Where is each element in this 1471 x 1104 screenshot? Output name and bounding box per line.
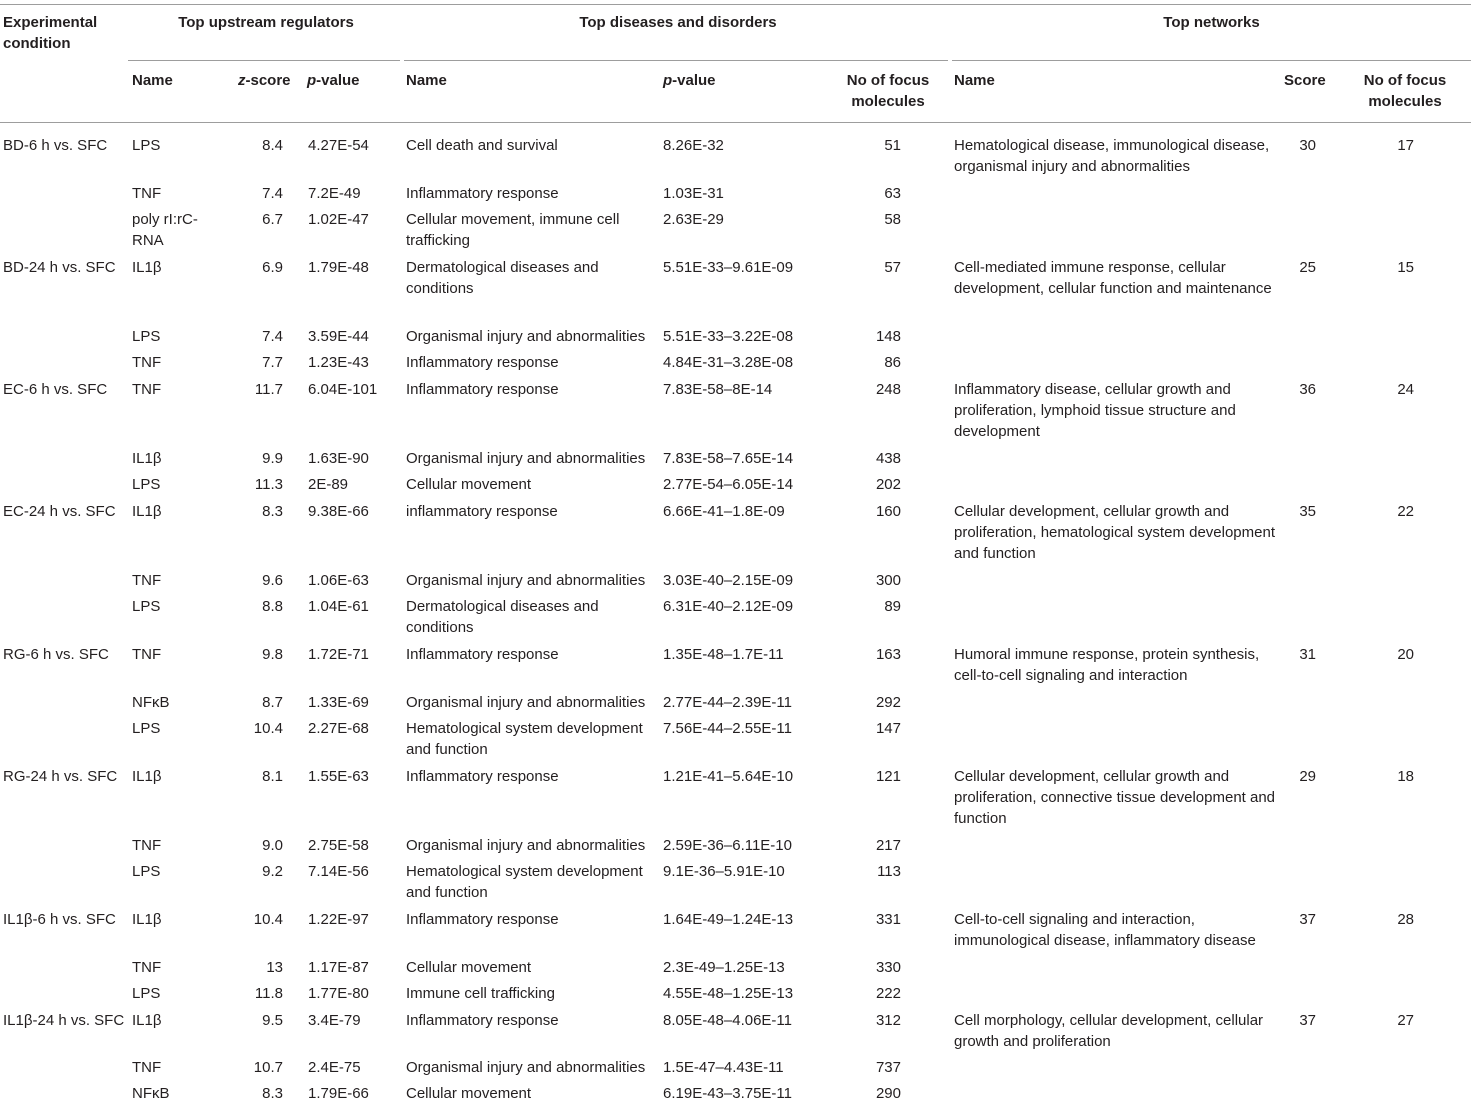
regulator-p-value: 1.06E-63	[308, 572, 369, 589]
disease-p-value: 6.66E-41–1.8E-09	[663, 503, 785, 520]
disease-p-value: 1.5E-47–4.43E-11	[663, 1059, 784, 1076]
disease-name: Organismal injury and abnormalities	[406, 328, 646, 345]
top-rule	[0, 4, 1471, 5]
disease-p-value: 2.3E-49–1.25E-13	[663, 959, 785, 976]
regulator-name: IL1β	[132, 503, 162, 520]
condition-cell: RG-24 h vs. SFC	[3, 768, 118, 785]
disease-name: Inflammatory response	[406, 768, 559, 785]
header-bottom-rule	[0, 122, 1471, 123]
network-score: 30	[1299, 137, 1316, 154]
disease-name: Inflammatory response	[406, 911, 559, 928]
disease-focus: 147	[875, 720, 901, 737]
regulator-p-value: 2.27E-68	[308, 720, 369, 737]
regulator-p-value: 9.38E-66	[308, 503, 369, 520]
z-score: 8.1	[262, 768, 283, 785]
regulator-name: IL1β	[132, 911, 162, 928]
z-score: 10.4	[253, 720, 283, 737]
disease-name: Organismal injury and abnormalities	[406, 450, 646, 467]
network-name: Cell-to-cell signaling and interaction, immunological disease, inflammatory disease	[954, 911, 1256, 949]
disease-focus: 51	[884, 137, 901, 154]
disease-p-value: 6.19E-43–3.75E-11	[663, 1085, 792, 1102]
regulator-p-value: 1.22E-97	[308, 911, 369, 928]
regulator-name: LPS	[132, 720, 161, 737]
regulator-name: IL1β	[132, 768, 162, 785]
disease-p-value: 6.31E-40–2.12E-09	[663, 598, 794, 615]
z-score: 10.7	[253, 1059, 283, 1076]
network-focus: 24	[1397, 381, 1414, 398]
regulator-p-value: 1.04E-61	[308, 598, 369, 615]
z-score: 11.8	[254, 985, 283, 1002]
z-score: 8.3	[262, 503, 283, 520]
disease-p-value: 2.59E-36–6.11E-10	[663, 837, 792, 854]
regulator-p-value: 2.4E-75	[308, 1059, 361, 1076]
disease-name: Dermatological diseases and conditions	[406, 598, 599, 636]
condition-cell: BD-6 h vs. SFC	[3, 137, 108, 154]
regulator-name: TNF	[132, 959, 162, 976]
disease-name: Inflammatory response	[406, 185, 559, 202]
regulator-name: TNF	[132, 354, 162, 371]
condition-cell: BD-24 h vs. SFC	[3, 259, 116, 276]
regulator-name: LPS	[132, 137, 161, 154]
z-score: 9.9	[262, 450, 283, 467]
z-score: 9.0	[262, 837, 283, 854]
disease-focus: 63	[884, 185, 901, 202]
disease-focus: 300	[875, 572, 901, 589]
network-name: Cell-mediated immune response, cellular development, cellular function and maintenance	[954, 259, 1272, 297]
disease-focus: 148	[875, 328, 901, 345]
regulator-name: TNF	[132, 646, 162, 663]
disease-p-value: 3.03E-40–2.15E-09	[663, 572, 794, 589]
z-score: 8.4	[262, 137, 283, 154]
network-name: Hematological disease, immunological disease, organismal injury and abnormalities	[954, 137, 1270, 175]
regulator-p-value: 1.63E-90	[308, 450, 369, 467]
disease-name: Organismal injury and abnormalities	[406, 1059, 646, 1076]
regulator-name: LPS	[132, 985, 161, 1002]
network-name: Cellular development, cellular growth and proliferation, hematological system development and function	[954, 503, 1275, 562]
disease-name: Organismal injury and abnormalities	[406, 572, 646, 589]
disease-focus: 113	[877, 863, 901, 880]
disease-name: Hematological system development and function	[406, 863, 643, 901]
regulator-name: NFκB	[132, 694, 170, 711]
network-score: 35	[1299, 503, 1316, 520]
disease-focus: 290	[875, 1085, 901, 1102]
disease-name: Inflammatory response	[406, 354, 559, 371]
disease-focus: 222	[875, 985, 901, 1002]
regulator-name: LPS	[132, 328, 161, 345]
regulator-p-value: 7.2E-49	[308, 185, 361, 202]
z-score: 8.7	[262, 694, 283, 711]
regulator-p-value: 7.14E-56	[308, 863, 369, 880]
disease-p-value: 1.64E-49–1.24E-13	[663, 911, 794, 928]
regulator-name: IL1β	[132, 259, 162, 276]
disease-name: Cell death and survival	[406, 137, 558, 154]
disease-focus: 737	[875, 1059, 901, 1076]
regulator-name: TNF	[132, 1059, 162, 1076]
condition-cell: RG-6 h vs. SFC	[3, 646, 109, 663]
z-score: 9.5	[262, 1012, 283, 1029]
diseases-rule	[404, 60, 948, 61]
disease-p-value: 8.26E-32	[663, 137, 724, 154]
header-disease-name: Name	[406, 72, 447, 89]
disease-focus: 57	[884, 259, 901, 276]
disease-focus: 58	[884, 211, 901, 228]
z-score: 6.9	[262, 259, 283, 276]
regulators-rule	[128, 60, 400, 61]
network-score: 36	[1299, 381, 1316, 398]
network-focus: 28	[1397, 911, 1414, 928]
z-score: 7.4	[262, 328, 283, 345]
disease-p-value: 8.05E-48–4.06E-11	[663, 1012, 792, 1029]
regulator-name: IL1β	[132, 450, 162, 467]
disease-focus: 202	[875, 476, 901, 493]
header-regulator-name: Name	[132, 72, 173, 89]
z-score: 11.7	[254, 381, 283, 398]
header-regulator-p-value: p-value	[307, 72, 360, 89]
header-disease-p-value: p-value	[663, 72, 716, 89]
regulator-p-value: 4.27E-54	[308, 137, 369, 154]
regulator-p-value: 1.17E-87	[308, 959, 369, 976]
regulator-name: poly rI:rC-RNA	[132, 211, 198, 249]
z-score: 11.3	[254, 476, 283, 493]
disease-name: Cellular movement, immune cell trafficking	[406, 211, 620, 249]
disease-p-value: 1.21E-41–5.64E-10	[663, 768, 794, 785]
disease-p-value: 7.83E-58–8E-14	[663, 381, 773, 398]
disease-focus: 163	[875, 646, 901, 663]
network-name: Cell morphology, cellular development, cellular growth and proliferation	[954, 1012, 1264, 1050]
disease-p-value: 2.77E-44–2.39E-11	[663, 694, 792, 711]
header-z-score: z-score	[238, 72, 291, 89]
condition-cell: IL1β-6 h vs. SFC	[3, 911, 116, 928]
disease-p-value: 2.63E-29	[663, 211, 724, 228]
disease-p-value: 5.51E-33–9.61E-09	[663, 259, 794, 276]
regulator-name: IL1β	[132, 1012, 162, 1029]
disease-focus: 121	[875, 768, 901, 785]
disease-focus: 217	[875, 837, 901, 854]
z-score: 8.3	[262, 1085, 283, 1102]
disease-focus: 330	[875, 959, 901, 976]
network-focus: 18	[1397, 768, 1414, 785]
z-score: 10.4	[253, 911, 283, 928]
z-score: 9.8	[262, 646, 283, 663]
disease-name: Organismal injury and abnormalities	[406, 694, 646, 711]
regulator-name: TNF	[132, 185, 162, 202]
disease-name: Inflammatory response	[406, 1012, 559, 1029]
header-network-focus-molecules: No of focus molecules	[1363, 72, 1447, 110]
networks-rule	[952, 60, 1471, 61]
disease-name: Inflammatory response	[406, 381, 559, 398]
disease-focus: 292	[875, 694, 901, 711]
network-focus: 17	[1397, 137, 1414, 154]
condition-cell: EC-24 h vs. SFC	[3, 503, 116, 520]
z-score: 7.7	[262, 354, 283, 371]
z-score: 8.8	[262, 598, 283, 615]
regulator-name: LPS	[132, 863, 161, 880]
disease-name: Cellular movement	[406, 476, 532, 493]
disease-name: inflammatory response	[406, 503, 558, 520]
network-focus: 20	[1397, 646, 1414, 663]
condition-cell: IL1β-24 h vs. SFC	[3, 1012, 125, 1029]
disease-name: Hematological system development and function	[406, 720, 643, 758]
regulator-name: NFκB	[132, 1085, 170, 1102]
disease-focus: 331	[875, 911, 901, 928]
header-experimental-condition: Experimental condition	[3, 14, 98, 52]
z-score: 6.7	[262, 211, 283, 228]
disease-name: Cellular movement	[406, 959, 532, 976]
disease-name: Inflammatory response	[406, 646, 559, 663]
network-name: Inflammatory disease, cellular growth and proliferation, lymphoid tissue structure and development	[954, 381, 1236, 440]
regulator-p-value: 1.33E-69	[308, 694, 369, 711]
network-score: 25	[1299, 259, 1316, 276]
disease-name: Cellular movement	[406, 1085, 532, 1102]
header-network-score: Score	[1284, 72, 1326, 89]
regulator-p-value: 1.02E-47	[308, 211, 369, 228]
disease-p-value: 7.83E-58–7.65E-14	[663, 450, 794, 467]
regulator-p-value: 3.4E-79	[308, 1012, 361, 1029]
regulator-p-value: 2E-89	[308, 476, 349, 493]
regulator-p-value: 3.59E-44	[308, 328, 369, 345]
disease-p-value: 2.77E-54–6.05E-14	[663, 476, 794, 493]
disease-focus: 248	[875, 381, 901, 398]
disease-focus: 89	[884, 598, 901, 615]
regulator-name: TNF	[132, 572, 162, 589]
disease-p-value: 1.03E-31	[663, 185, 724, 202]
regulator-p-value: 6.04E-101	[308, 381, 378, 398]
regulator-p-value: 1.79E-48	[308, 259, 369, 276]
header-top-networks: Top networks	[1163, 14, 1260, 31]
disease-name: Dermatological diseases and conditions	[406, 259, 599, 297]
disease-name: Organismal injury and abnormalities	[406, 837, 646, 854]
disease-name: Immune cell trafficking	[406, 985, 555, 1002]
z-score: 13	[266, 959, 283, 976]
regulator-p-value: 1.72E-71	[308, 646, 369, 663]
disease-p-value: 7.56E-44–2.55E-11	[663, 720, 792, 737]
z-score: 9.6	[262, 572, 283, 589]
disease-p-value: 5.51E-33–3.22E-08	[663, 328, 794, 345]
network-focus: 27	[1397, 1012, 1414, 1029]
disease-focus: 312	[875, 1012, 901, 1029]
network-name: Cellular development, cellular growth and proliferation, connective tissue development and function	[954, 768, 1276, 827]
regulator-name: TNF	[132, 837, 162, 854]
header-top-upstream-regulators: Top upstream regulators	[178, 14, 354, 31]
z-score: 7.4	[262, 185, 283, 202]
network-score: 37	[1299, 1012, 1316, 1029]
disease-p-value: 9.1E-36–5.91E-10	[663, 863, 785, 880]
z-score: 9.2	[262, 863, 283, 880]
network-focus: 15	[1397, 259, 1414, 276]
network-score: 29	[1299, 768, 1316, 785]
regulator-p-value: 1.23E-43	[308, 354, 369, 371]
regulator-p-value: 1.79E-66	[308, 1085, 369, 1102]
disease-focus: 160	[875, 503, 901, 520]
network-focus: 22	[1397, 503, 1414, 520]
regulator-name: LPS	[132, 476, 161, 493]
regulator-name: LPS	[132, 598, 161, 615]
disease-focus: 438	[875, 450, 901, 467]
regulator-p-value: 1.55E-63	[308, 768, 369, 785]
disease-p-value: 4.55E-48–1.25E-13	[663, 985, 794, 1002]
disease-focus: 86	[884, 354, 901, 371]
header-disease-focus-molecules: No of focus molecules	[846, 72, 930, 110]
regulator-p-value: 1.77E-80	[308, 985, 369, 1002]
disease-p-value: 1.35E-48–1.7E-11	[663, 646, 784, 663]
network-score: 37	[1299, 911, 1316, 928]
regulator-p-value: 2.75E-58	[308, 837, 369, 854]
network-name: Humoral immune response, protein synthesis, cell-to-cell signaling and interaction	[954, 646, 1260, 684]
header-top-diseases: Top diseases and disorders	[579, 14, 777, 31]
regulator-name: TNF	[132, 381, 162, 398]
header-network-name: Name	[954, 72, 995, 89]
network-score: 31	[1299, 646, 1316, 663]
condition-cell: EC-6 h vs. SFC	[3, 381, 108, 398]
disease-p-value: 4.84E-31–3.28E-08	[663, 354, 794, 371]
